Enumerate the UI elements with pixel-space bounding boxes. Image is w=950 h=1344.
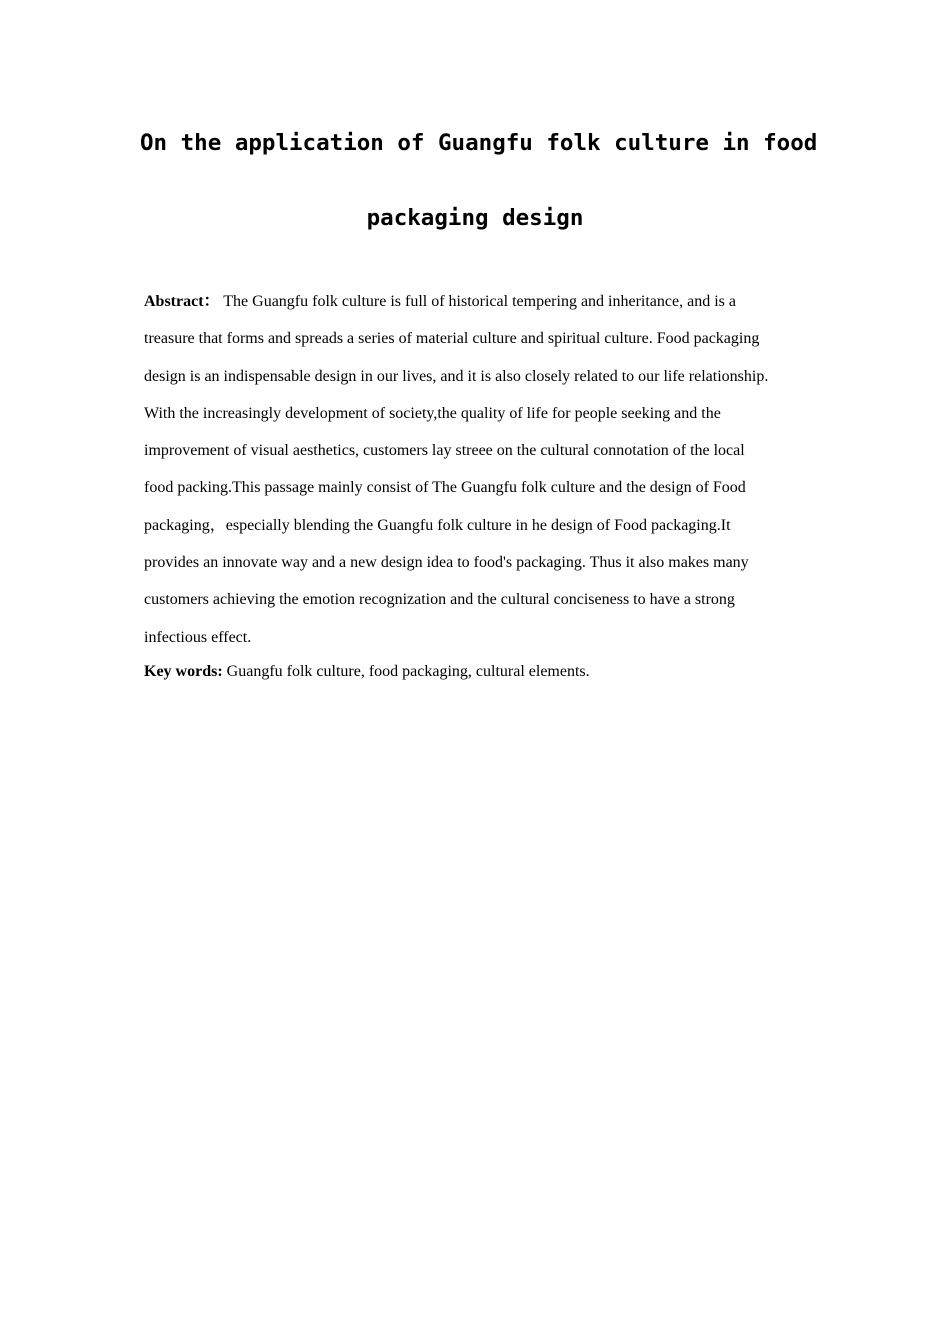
abstract-line: customers achieving the emotion recognization and the cultural conciseness to have a strong bbox=[144, 591, 735, 609]
keywords-label: Key words: bbox=[144, 663, 223, 680]
abstract-text: The Guangfu folk culture is full of historical tempering and inheritance, and is a bbox=[219, 293, 736, 310]
keywords-text: Guangfu folk culture, food packaging, cultural elements. bbox=[222, 663, 590, 680]
abstract-line: infectious effect. bbox=[144, 628, 252, 646]
paper-title-line-2: packaging design bbox=[366, 205, 584, 231]
abstract-line: improvement of visual aesthetics, customers lay streee on the cultural connotation of the local bbox=[144, 442, 745, 460]
abstract-line: design is an indispensable design in our lives, and it is also closely related to our life relationship. bbox=[144, 367, 769, 385]
abstract-section bbox=[144, 290, 814, 663]
abstract-line: treasure that forms and spreads a series of material culture and spiritual culture. Food packaging bbox=[144, 330, 760, 348]
abstract-line: packaging，especially blending the Guangfu folk culture in he design of Food packaging.It bbox=[144, 516, 731, 534]
abstract-line: With the increasingly development of society,the quality of life for people seeking and the bbox=[144, 404, 721, 422]
paper-title-line-1: On the application of Guangfu folk culture in food bbox=[140, 130, 818, 156]
abstract-line bbox=[144, 290, 814, 327]
keywords-section bbox=[144, 660, 814, 684]
abstract-label: Abstract： bbox=[144, 293, 220, 310]
abstract-line: food packing.This passage mainly consist of The Guangfu folk culture and the design of Food bbox=[144, 479, 746, 497]
abstract-line: provides an innovate way and a new design idea to food's packaging. Thus it also makes many bbox=[144, 554, 749, 572]
